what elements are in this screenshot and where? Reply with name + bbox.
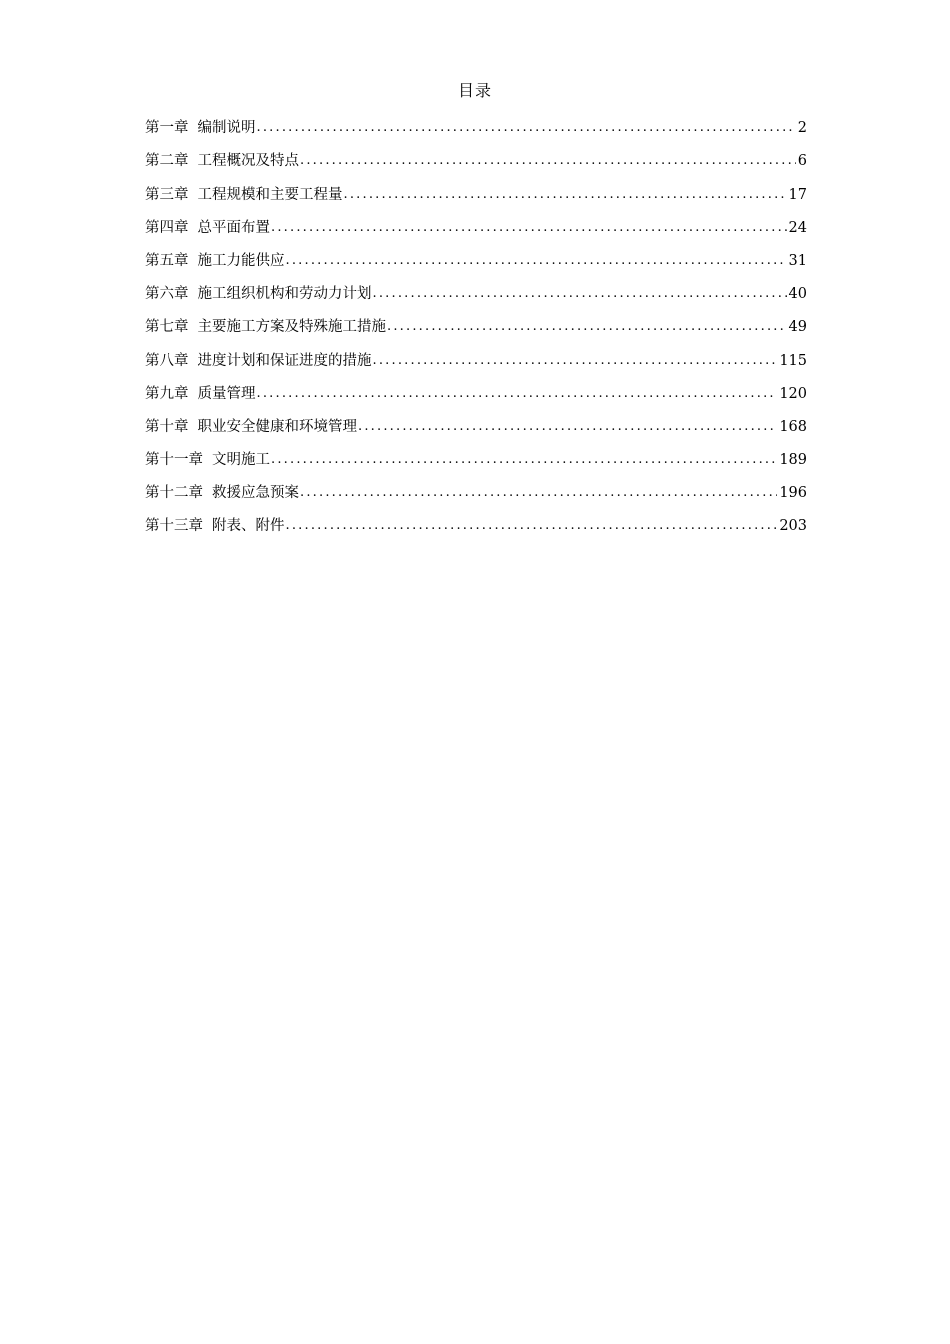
toc-page-number: 49 bbox=[788, 319, 807, 336]
toc-chapter-number: 第一章 bbox=[145, 120, 189, 137]
toc-chapter-title: 进度计划和保证进度的措施 bbox=[197, 352, 372, 369]
toc-entry[interactable] bbox=[145, 172, 807, 205]
toc-entry[interactable] bbox=[145, 504, 807, 537]
toc-page-number: 120 bbox=[779, 385, 807, 402]
toc-chapter-title: 编制说明 bbox=[197, 120, 256, 137]
toc-chapter-title: 职业安全健康和环境管理 bbox=[197, 418, 357, 435]
toc-chapter-number: 第二章 bbox=[145, 153, 189, 170]
toc-entry[interactable] bbox=[145, 139, 807, 172]
toc-page-number: 115 bbox=[779, 352, 807, 369]
toc-entry[interactable] bbox=[145, 239, 807, 272]
toc-entry[interactable] bbox=[145, 305, 807, 338]
toc-chapter-number: 第九章 bbox=[145, 385, 189, 402]
toc-dot-leader bbox=[299, 150, 796, 172]
toc-entry[interactable] bbox=[145, 338, 807, 371]
toc-entry[interactable] bbox=[145, 106, 807, 139]
toc-dot-leader bbox=[285, 250, 787, 272]
toc-entry[interactable] bbox=[145, 206, 807, 239]
toc-title: 目录 bbox=[457, 81, 492, 100]
toc-chapter-number: 第四章 bbox=[145, 219, 189, 236]
toc-chapter-number: 第七章 bbox=[145, 319, 189, 336]
toc-chapter-title: 工程规模和主要工程量 bbox=[197, 186, 343, 203]
toc-page-number: 189 bbox=[779, 452, 807, 469]
toc-entry[interactable] bbox=[145, 405, 807, 438]
toc-chapter-title: 工程概况及特点 bbox=[197, 153, 299, 170]
toc-page-number: 203 bbox=[779, 518, 807, 535]
toc-chapter-title: 主要施工方案及特殊施工措施 bbox=[197, 319, 386, 336]
toc-chapter-title: 附表、附件 bbox=[212, 518, 285, 535]
toc-page-number: 168 bbox=[779, 418, 807, 435]
toc-chapter-number: 第十章 bbox=[145, 418, 189, 435]
toc-chapter-title: 文明施工 bbox=[212, 452, 270, 469]
toc-dot-leader bbox=[256, 117, 796, 139]
toc-chapter-title: 救援应急预案 bbox=[212, 485, 299, 502]
toc-page-number: 6 bbox=[797, 153, 807, 170]
toc-page-number: 24 bbox=[788, 219, 807, 236]
toc-dot-leader bbox=[270, 217, 787, 239]
toc-chapter-title: 施工力能供应 bbox=[197, 252, 285, 269]
toc-chapter-number: 第六章 bbox=[145, 286, 189, 303]
toc-list bbox=[145, 106, 807, 537]
toc-chapter-title: 总平面布置 bbox=[197, 219, 270, 236]
toc-dot-leader bbox=[299, 482, 777, 504]
toc-entry[interactable] bbox=[145, 471, 807, 504]
toc-chapter-number: 第五章 bbox=[145, 252, 189, 269]
toc-chapter-number: 第十三章 bbox=[145, 518, 203, 535]
toc-page-number: 17 bbox=[788, 186, 807, 203]
toc-page-number: 31 bbox=[788, 252, 807, 269]
toc-dot-leader bbox=[386, 316, 787, 338]
toc-dot-leader bbox=[270, 449, 777, 471]
toc-page-number: 40 bbox=[788, 286, 807, 303]
toc-entry[interactable] bbox=[145, 272, 807, 305]
toc-chapter-title: 质量管理 bbox=[197, 385, 256, 402]
toc-page-number: 196 bbox=[779, 485, 807, 502]
toc-chapter-number: 第八章 bbox=[145, 352, 189, 369]
toc-dot-leader bbox=[357, 416, 777, 438]
toc-chapter-number: 第十二章 bbox=[145, 485, 203, 502]
toc-entry[interactable] bbox=[145, 438, 807, 471]
toc-dot-leader bbox=[372, 283, 787, 305]
toc-chapter-title: 施工组织机构和劳动力计划 bbox=[197, 286, 372, 303]
toc-entry[interactable] bbox=[145, 372, 807, 405]
toc-dot-leader bbox=[372, 350, 778, 372]
toc-chapter-number: 第三章 bbox=[145, 186, 189, 203]
toc-chapter-number: 第十一章 bbox=[145, 452, 203, 469]
toc-page-number: 2 bbox=[797, 120, 807, 137]
toc-dot-leader bbox=[343, 184, 787, 206]
toc-dot-leader bbox=[256, 383, 778, 405]
toc-dot-leader bbox=[285, 515, 778, 537]
